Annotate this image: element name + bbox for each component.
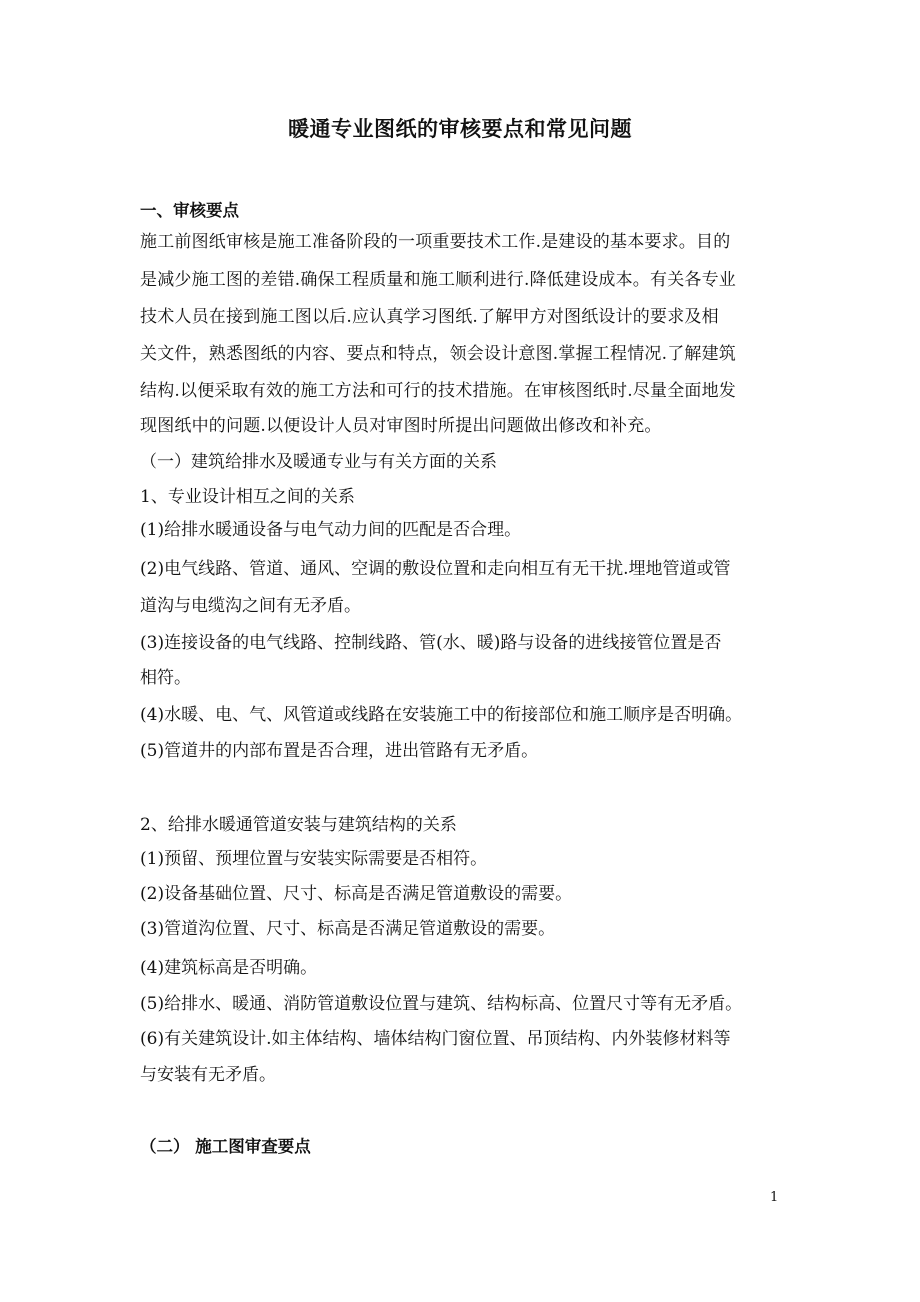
list-item: (2)设备基础位置、尺寸、标高是否满足管道敷设的需要。 <box>140 884 573 904</box>
list-item: (4)水暖、电、气、风管道或线路在安装施工中的衔接部位和施工顺序是否明确。 <box>140 705 743 725</box>
intro-paragraph-line: 技术人员在接到施工图以后.应认真学习图纸.了解甲方对图纸设计的要求及相 <box>140 307 719 327</box>
list-item: 相符。 <box>140 668 191 688</box>
intro-paragraph-line: 现图纸中的问题.以便设计人员对审图时所提出问题做出修改和补充。 <box>140 416 662 436</box>
list-item: (5)管道井的内部布置是否合理，进出管路有无矛盾。 <box>140 741 539 761</box>
subsection-heading-drawing-review: （二） 施工图审查要点 <box>140 1137 311 1156</box>
list-item: (3)连接设备的电气线路、控制线路、管(水、暖)路与设备的进线接管位置是否 <box>140 633 722 653</box>
list-item: 与安装有无矛盾。 <box>140 1065 276 1085</box>
section-heading-review-points: 一、审核要点 <box>140 201 239 220</box>
list-item: (1)给排水暖通设备与电气动力间的匹配是否合理。 <box>140 520 522 540</box>
list-item: (3)管道沟位置、尺寸、标高是否满足管道敷设的需要。 <box>140 919 556 939</box>
intro-paragraph-line: 结构.以便采取有效的施工方法和可行的技术措施。在审核图纸时.尽量全面地发 <box>140 381 737 401</box>
subsection-heading-relations: （一）建筑给排水及暖通专业与有关方面的关系 <box>140 452 497 472</box>
list-item: (1)预留、预埋位置与安装实际需要是否相符。 <box>140 849 488 869</box>
intro-paragraph-line: 是减少施工图的差错.确保工程质量和施工顺利进行.降低建设成本。有关各专业 <box>140 270 737 290</box>
page-number: 1 <box>770 1190 779 1205</box>
item-heading-design-relations: 1、专业设计相互之间的关系 <box>140 487 355 507</box>
list-item: (4)建筑标高是否明确。 <box>140 958 318 978</box>
list-item: (6)有关建筑设计.如主体结构、墙体结构门窗位置、吊顶结构、内外装修材料等 <box>140 1029 731 1049</box>
document-title: 暖通专业图纸的审核要点和常见问题 <box>288 117 632 141</box>
list-item: 道沟与电缆沟之间有无矛盾。 <box>140 596 361 616</box>
intro-paragraph-line: 施工前图纸审核是施工准备阶段的一项重要技术工作.是建设的基本要求。目的 <box>140 232 731 252</box>
intro-paragraph-line: 关文件，熟悉图纸的内容、要点和特点，领会设计意图.掌握工程情况.了解建筑 <box>140 344 737 364</box>
list-item: (5)给排水、暖通、消防管道敷设位置与建筑、结构标高、位置尺寸等有无矛盾。 <box>140 994 743 1014</box>
item-heading-structure-relations: 2、给排水暖通管道安装与建筑结构的关系 <box>140 815 457 835</box>
list-item: (2)电气线路、管道、通风、空调的敷设位置和走向相互有无干扰.埋地管道或管 <box>140 559 731 579</box>
